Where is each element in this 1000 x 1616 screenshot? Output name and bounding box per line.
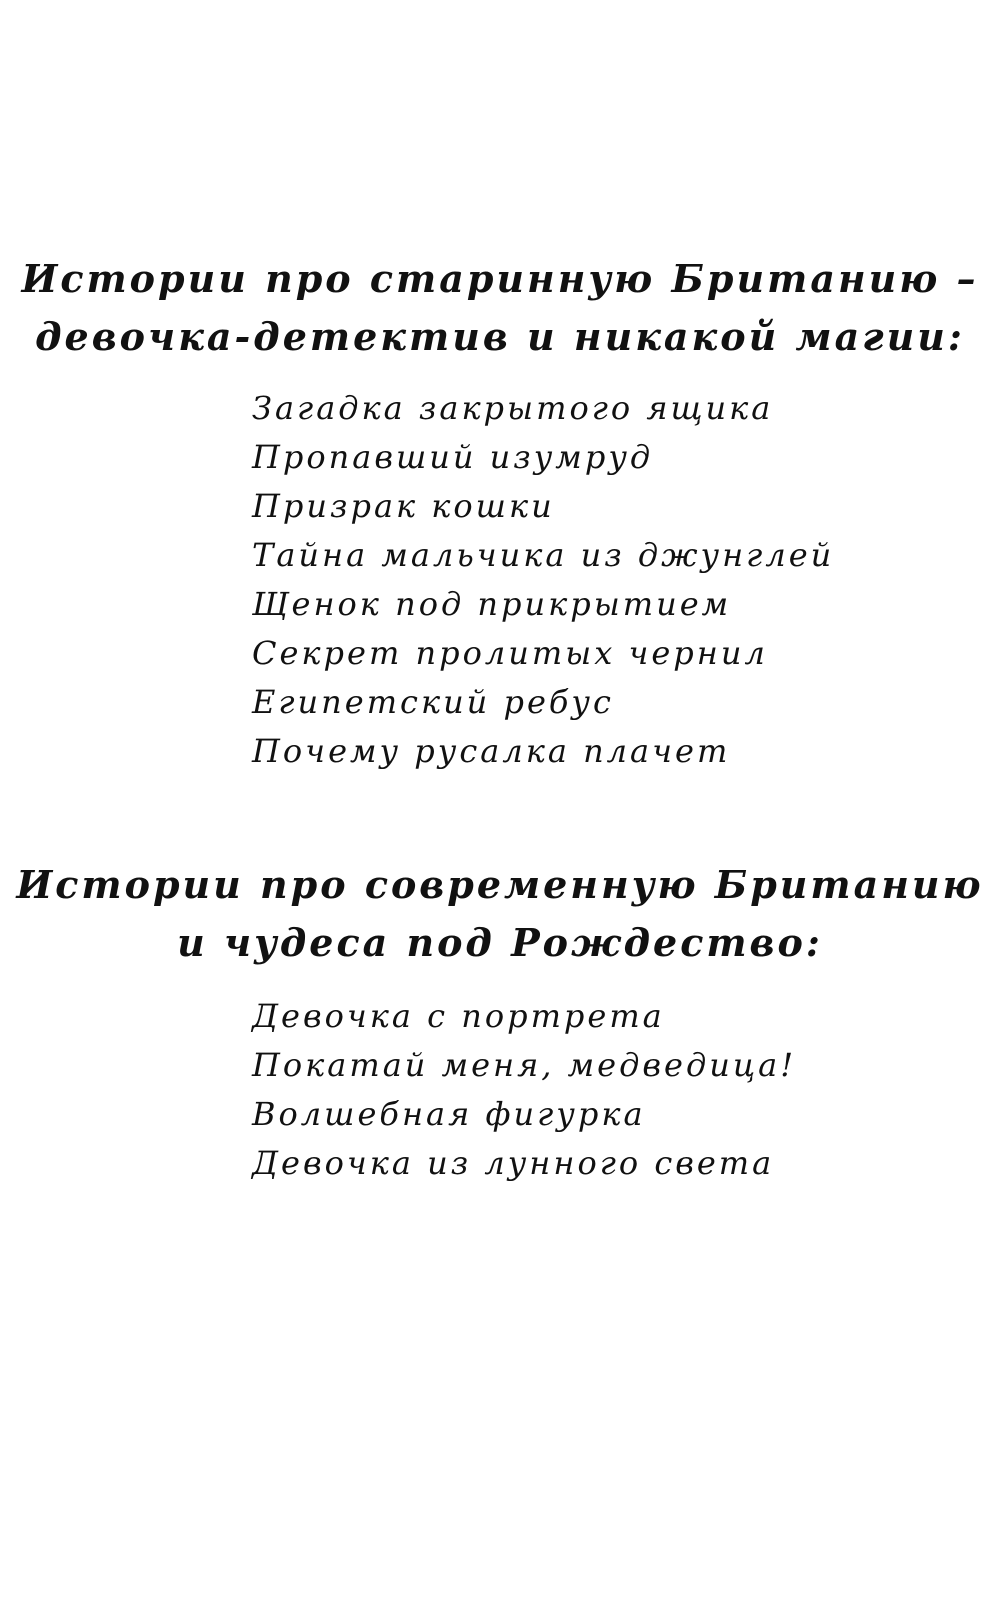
book-title: Египетский ребус	[252, 683, 614, 721]
book-title: Девочка из лунного света	[252, 1144, 775, 1182]
book-list-old-britain	[252, 384, 834, 776]
book-title: Секрет пролитых чернил	[252, 634, 768, 672]
book-title: Пропавший изумруд	[252, 438, 654, 476]
book-title: Почему русалка плачет	[252, 732, 731, 770]
book-title: Щенок под прикрытием	[252, 585, 732, 623]
book-list-modern-britain	[252, 992, 796, 1188]
heading-line: девочка-детектив и никакой магии:	[35, 314, 965, 359]
heading-line: Истории про старинную Британию –	[21, 256, 979, 301]
section-heading-old-britain	[0, 250, 1000, 366]
book-title: Покатай меня, медведица!	[252, 1046, 797, 1084]
book-title: Волшебная фигурка	[252, 1095, 646, 1133]
book-title: Тайна мальчика из джунглей	[252, 536, 835, 574]
heading-line: Истории про современную Британию	[16, 862, 984, 907]
book-title: Девочка с портрета	[252, 997, 665, 1035]
heading-line: и чудеса под Рождество:	[177, 920, 823, 965]
section-heading-modern-britain	[0, 856, 1000, 972]
book-title: Призрак кошки	[252, 487, 555, 525]
book-title: Загадка закрытого ящика	[252, 389, 774, 427]
